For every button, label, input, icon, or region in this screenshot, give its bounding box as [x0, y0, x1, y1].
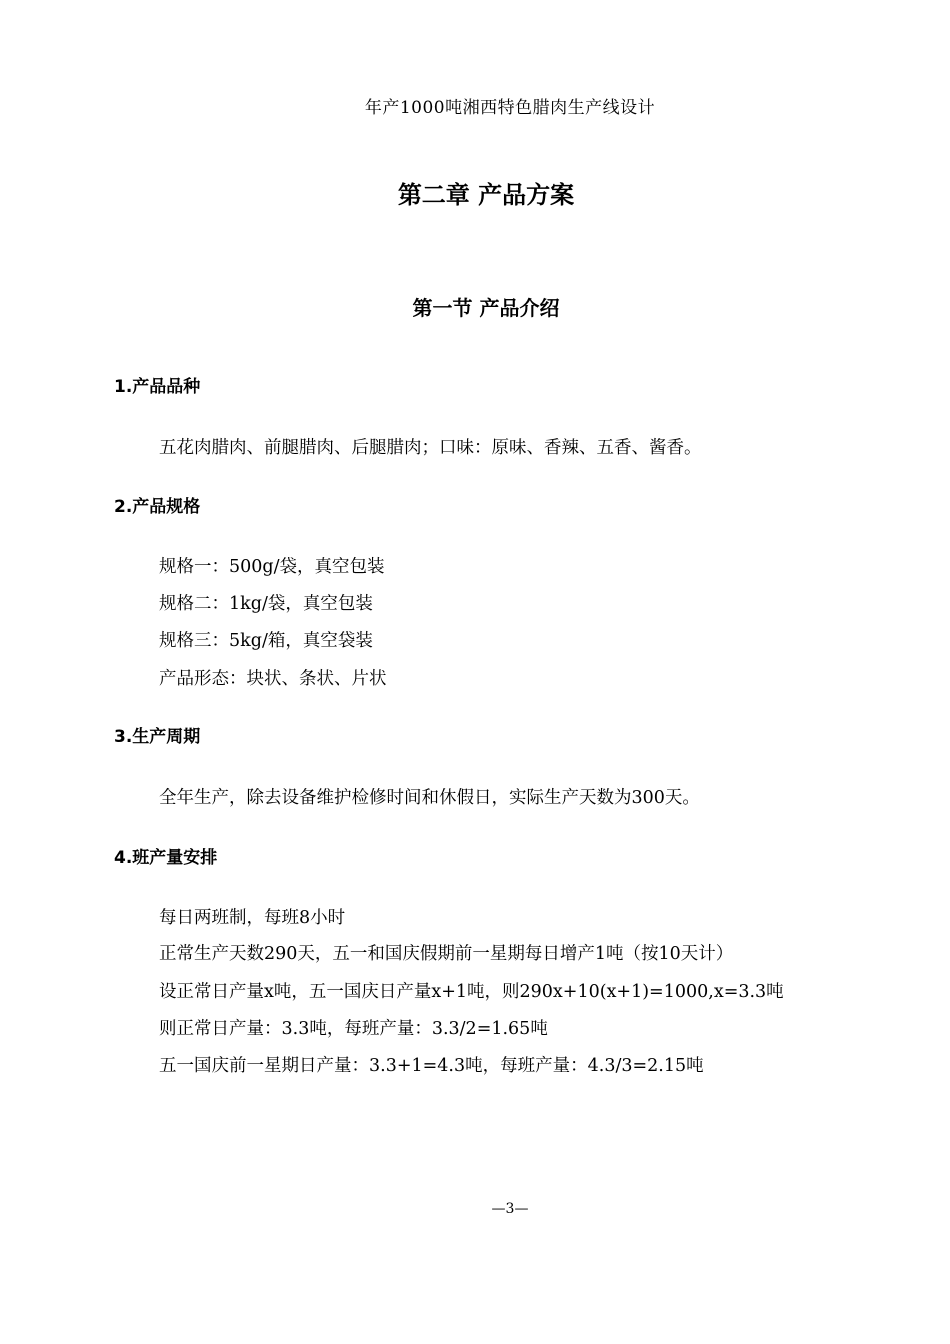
- paragraph-line: 规格三：5kg/箱，真空袋装: [159, 631, 373, 651]
- paragraph-line: 设正常日产量x吨，五一国庆日产量x+1吨，则290x+10(x+1)=1000,x=3.3吨: [159, 982, 784, 1002]
- section-title: 第一节 产品介绍: [412, 296, 560, 320]
- paragraph-line: 规格一：500g/袋，真空包装: [159, 557, 385, 577]
- paragraph-line: 正常生产天数290天，五一和国庆假期前一星期每日增产1吨（按10天计）: [159, 944, 734, 964]
- chapter-title: 第二章 产品方案: [397, 181, 575, 209]
- heading-product-variety: 1.产品品种: [114, 377, 201, 397]
- paragraph-line: 五一国庆前一星期日产量：3.3+1=4.3吨，每班产量：4.3/3=2.15吨: [159, 1056, 704, 1076]
- paragraph-line: 每日两班制，每班8小时: [159, 908, 346, 928]
- running-header: 年产1000吨湘西特色腊肉生产线设计: [364, 98, 656, 118]
- paragraph-line: 产品形态：块状、条状、片状: [159, 669, 387, 689]
- paragraph-line: 全年生产，除去设备维护检修时间和休假日，实际生产天数为300天。: [159, 788, 700, 808]
- paragraph-line: 则正常日产量：3.3吨，每班产量：3.3/2=1.65吨: [159, 1019, 548, 1039]
- heading-production-cycle: 3.生产周期: [114, 727, 201, 747]
- paragraph-line: 五花肉腊肉、前腿腊肉、后腿腊肉；口味：原味、香辣、五香、酱香。: [159, 438, 702, 458]
- page-number: —3—: [491, 1201, 529, 1217]
- paragraph-line: 规格二：1kg/袋，真空包装: [159, 594, 373, 614]
- heading-product-spec: 2.产品规格: [114, 497, 201, 517]
- heading-shift-output: 4.班产量安排: [114, 848, 218, 868]
